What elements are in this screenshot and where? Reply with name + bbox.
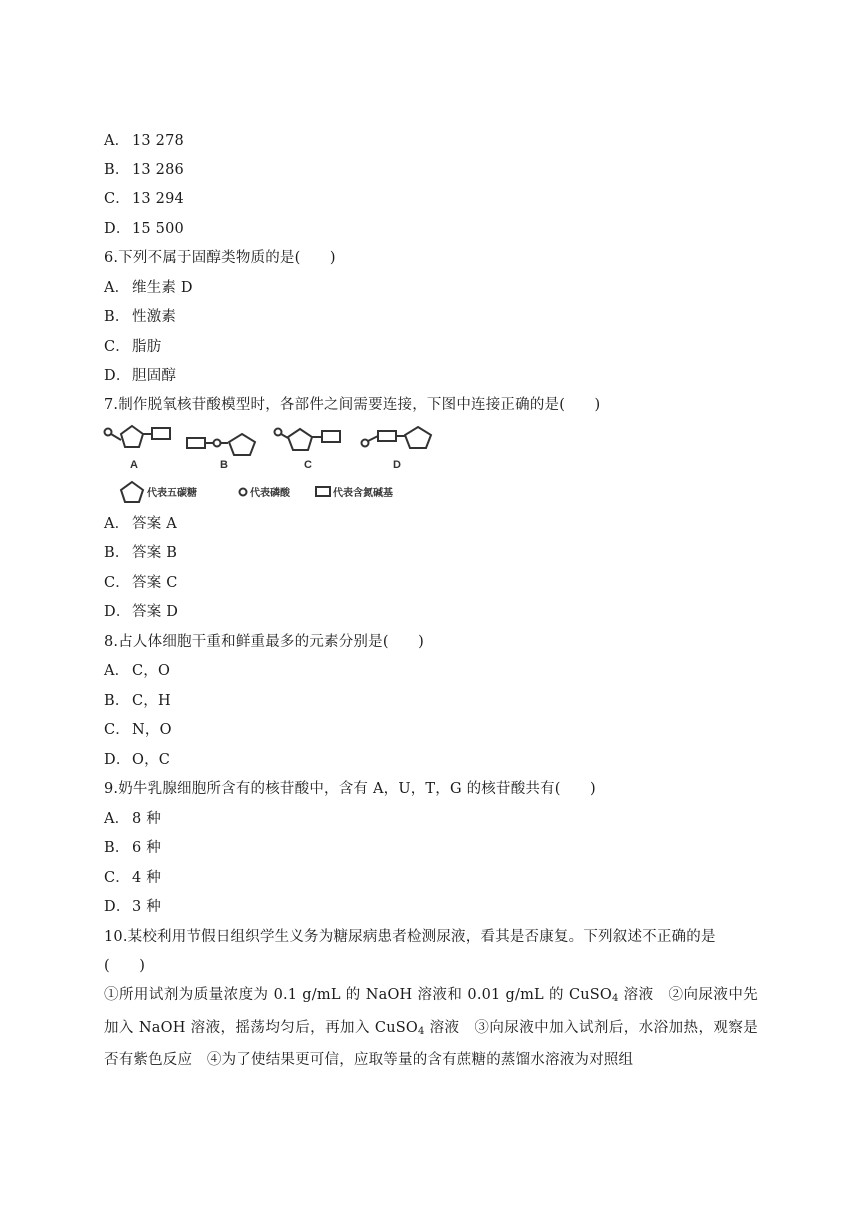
- q9-option-b[interactable]: [104, 838, 161, 858]
- q6-option-b[interactable]: [104, 307, 176, 327]
- option-label: B．: [104, 162, 130, 178]
- option-text: 性激素: [132, 309, 177, 325]
- q5-option-a[interactable]: [104, 131, 184, 151]
- option-label: B．: [104, 309, 130, 325]
- option-text: 3 种: [132, 899, 161, 915]
- option-text: 答案 C: [132, 575, 178, 591]
- q6-stem: 6.下列不属于固醇类物质的是( ): [104, 250, 336, 266]
- nucleotide-model-diagram: [100, 420, 440, 510]
- option-text: 维生素 D: [132, 280, 193, 296]
- option-label: B．: [104, 840, 130, 856]
- option-label: C．: [104, 722, 130, 738]
- option-text: 答案 D: [132, 604, 179, 620]
- base-icon: [187, 438, 205, 448]
- option-text: C，H: [132, 693, 171, 709]
- subscript: 4: [612, 993, 619, 1004]
- option-text: 13 286: [132, 162, 184, 178]
- legend-base-label: 代表含氮碱基: [333, 488, 393, 499]
- q7-option-c[interactable]: [104, 573, 178, 593]
- statement-text: ①所用试剂为质量浓度为 0.1 g/mL 的 NaOH 溶液和 0.01 g/mL 的 CuSO: [104, 987, 613, 1003]
- option-label: A．: [104, 516, 130, 532]
- base-icon: [152, 428, 170, 439]
- legend-base-icon: [316, 487, 330, 496]
- option-label: B．: [104, 693, 130, 709]
- statement-text: 溶液 ③向尿液中加入试剂后，水浴加热，观察是否有紫色反应 ④为了使结果更可信，应取等量的含有蔗糖的蒸馏水溶液为对照组: [104, 1019, 758, 1068]
- option-text: 脂肪: [132, 339, 162, 355]
- legend-phosphate-label: 代表磷酸: [250, 488, 290, 499]
- phosphate-icon: [275, 429, 282, 436]
- option-label: C．: [104, 339, 130, 355]
- phosphate-icon: [214, 440, 221, 447]
- q9-stem: 9.奶牛乳腺细胞所含有的核苷酸中，含有 A，U，T，G 的核苷酸共有( ): [104, 781, 596, 797]
- q9-option-d[interactable]: [104, 897, 161, 917]
- option-text: N，O: [132, 722, 172, 738]
- option-label: C．: [104, 575, 130, 591]
- phosphate-icon: [362, 440, 369, 447]
- subscript: 4: [417, 1025, 425, 1037]
- q10-stem-paren: ( ): [104, 958, 146, 974]
- nucleotide-model-figure: [100, 420, 440, 510]
- option-text: 4 种: [132, 870, 161, 886]
- q9-option-a[interactable]: [104, 809, 161, 829]
- option-text: 15 500: [132, 221, 184, 237]
- model-label-c: C: [304, 459, 312, 471]
- q7-option-a[interactable]: [104, 514, 177, 534]
- option-text: 胆固醇: [132, 368, 177, 384]
- model-c: [275, 429, 341, 451]
- q8-option-a[interactable]: [104, 661, 170, 681]
- option-label: C．: [104, 191, 130, 207]
- q8-option-b[interactable]: [104, 691, 171, 711]
- pentose-icon: [121, 426, 143, 447]
- option-text: 答案 A: [132, 516, 177, 532]
- legend-phosphate-icon: [240, 489, 247, 496]
- option-text: 6 种: [132, 840, 161, 856]
- q10-statements: [104, 981, 758, 1076]
- q5-option-d[interactable]: [104, 219, 184, 239]
- legend-pentose-label: 代表五碳糖: [147, 488, 197, 499]
- q6-option-a[interactable]: [104, 278, 193, 298]
- model-a: [105, 426, 171, 447]
- phosphate-icon: [105, 429, 112, 436]
- q7-option-d[interactable]: [104, 602, 178, 622]
- option-text: 8 种: [132, 811, 161, 827]
- q5-option-b[interactable]: [104, 160, 184, 180]
- q8-option-d[interactable]: [104, 750, 170, 770]
- option-label: C．: [104, 870, 130, 886]
- base-icon: [378, 431, 396, 441]
- option-label: D．: [104, 604, 131, 620]
- statement-text: 溶液 ②向尿液中先加入 NaOH 溶液，摇荡均匀后，再加入 CuSO: [104, 987, 759, 1036]
- q10-stem: 10.某校利用节假日组织学生义务为糖尿病患者检测尿液，看其是否康复。下列叙述不正确的是: [104, 929, 716, 945]
- model-label-a: A: [130, 459, 138, 471]
- q7-option-b[interactable]: [104, 543, 177, 563]
- q9-option-c[interactable]: [104, 868, 161, 888]
- option-label: D．: [104, 221, 131, 237]
- option-text: 答案 B: [132, 545, 178, 561]
- model-label-b: B: [220, 459, 228, 471]
- q5-option-c[interactable]: [104, 189, 184, 209]
- option-label: A．: [104, 811, 130, 827]
- option-text: C，O: [132, 663, 171, 679]
- base-icon: [322, 431, 340, 442]
- option-text: 13 278: [132, 133, 184, 149]
- option-label: D．: [104, 368, 131, 384]
- q8-stem: 8.占人体细胞干重和鲜重最多的元素分别是( ): [104, 634, 424, 650]
- pentose-icon: [229, 434, 255, 455]
- option-label: B．: [104, 545, 130, 561]
- legend-pentose-icon: [121, 482, 143, 502]
- pentose-icon: [405, 427, 431, 448]
- option-text: O，C: [132, 752, 171, 768]
- option-label: D．: [104, 899, 131, 915]
- model-b: [187, 434, 255, 455]
- q6-option-d[interactable]: [104, 366, 176, 386]
- option-label: A．: [104, 133, 130, 149]
- option-text: 13 294: [132, 191, 184, 207]
- option-label: A．: [104, 280, 130, 296]
- model-label-d: D: [393, 459, 401, 471]
- option-label: D．: [104, 752, 131, 768]
- q7-stem: 7.制作脱氧核苷酸模型时，各部件之间需要连接，下图中连接正确的是( ): [104, 397, 601, 413]
- model-d: [362, 427, 432, 448]
- q8-option-c[interactable]: [104, 720, 172, 740]
- pentose-icon: [288, 429, 312, 450]
- q6-option-c[interactable]: [104, 337, 161, 357]
- option-label: A．: [104, 663, 130, 679]
